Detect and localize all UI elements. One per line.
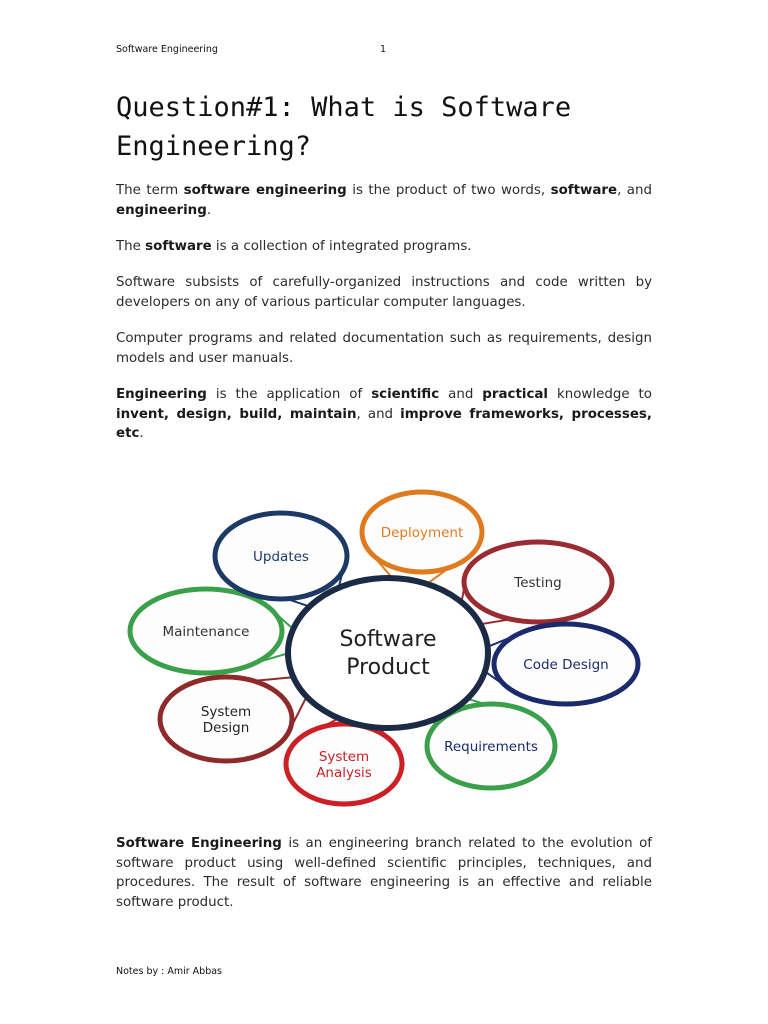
software-product-diagram	[126, 486, 646, 816]
petal-label: Design	[202, 720, 250, 736]
title-line-1: Question#1: What is Software	[116, 92, 572, 123]
petal-label: System	[200, 704, 252, 720]
petal-code design	[464, 624, 638, 704]
paragraph-conclusion: Software Engineering is an engineering branch related to the evolution of software product using well-defined scientific principles, techniques, and procedures. The result of software engineering is an effective and reliable software product.	[116, 836, 652, 910]
running-header: Software Engineering	[116, 44, 218, 55]
petal-maintenance	[130, 589, 313, 673]
title-line-2: Engineering?	[116, 131, 312, 162]
petal-label: Updates	[253, 549, 309, 565]
petal-label: Analysis	[316, 765, 372, 781]
petal-testing	[457, 542, 612, 628]
paragraph-subsists: Software subsists of carefully-organized instructions and code written by developers on any of various particular computer languages.	[116, 275, 652, 310]
petal-label: Testing	[514, 575, 562, 591]
paragraph-engineering: Engineering is the application of scientific and practical knowledge to invent, design, build, maintain, and improve frameworks, processes, etc.	[116, 387, 652, 442]
paragraph-definition: The term software engineering is the product of two words, software, and engineering.	[116, 183, 652, 218]
center-software-product	[288, 578, 488, 728]
footer-author: Notes by : Amir Abbas	[116, 966, 222, 977]
center-label: Software	[339, 627, 437, 652]
petal-label: Requirements	[444, 739, 538, 755]
petal-label: Deployment	[380, 525, 464, 541]
paragraph-programs: Computer programs and related documentation such as requirements, design models and user manuals.	[116, 331, 652, 366]
paragraph-software: The software is a collection of integrated programs.	[116, 239, 472, 254]
petal-label: Code Design	[523, 657, 609, 673]
page-number: 1	[380, 44, 387, 55]
question-title	[116, 88, 676, 166]
petal-label: Maintenance	[162, 624, 250, 640]
center-label: Product	[346, 655, 430, 680]
petal-label: System	[318, 749, 370, 765]
center-outline	[288, 578, 488, 728]
